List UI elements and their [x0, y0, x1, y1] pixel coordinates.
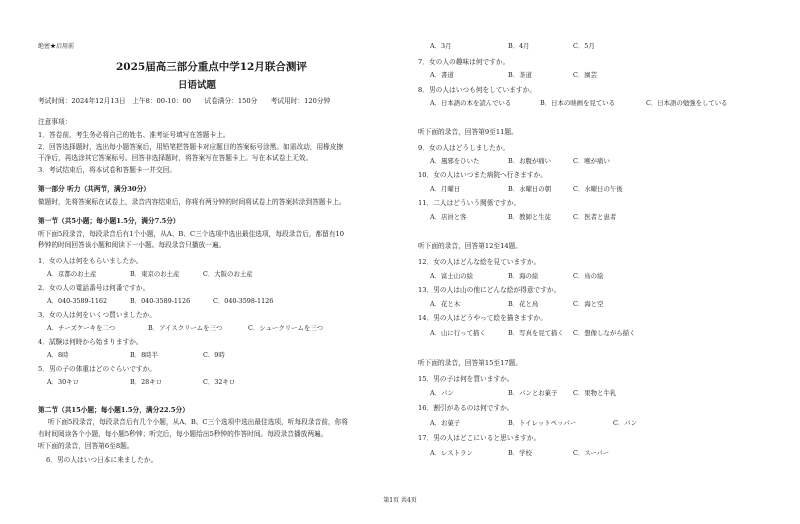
group-intro: 听下面的录音，回答第9至11题。 — [418, 128, 518, 136]
section1-heading: 第一节（共5小题；每小题1.5分，满分7.5分） — [38, 217, 180, 225]
option-b[interactable]: B．日本の映画を見ている — [540, 99, 615, 107]
option-a[interactable]: A．山に行って描く — [430, 329, 486, 337]
question: 10．女の人はいつまた病院へ行きますか。 — [418, 171, 547, 179]
option-b[interactable]: B．写真を見て描く — [508, 329, 564, 337]
option-a[interactable]: A．レストラン — [430, 449, 473, 457]
option-b[interactable]: B．アイスクリームを三つ — [148, 324, 223, 332]
option-a[interactable]: A．月曜日 — [430, 185, 461, 193]
option-c[interactable]: C．パン — [613, 419, 638, 427]
option-c[interactable]: C．32キロ — [203, 378, 236, 386]
section1-desc: 听下面5段录音，每段录音后有1个小题，从A、B、C三个选项中选出最佳选项，每段录音后，都留有10 — [38, 230, 345, 238]
option-a[interactable]: A．店員と客 — [430, 213, 467, 221]
option-c[interactable]: C．医者と患者 — [573, 213, 617, 221]
option-b[interactable]: B．水曜日の朝 — [508, 185, 552, 193]
option-b[interactable]: B．東京のお土産 — [130, 270, 180, 278]
option-a[interactable]: A．お菓子 — [430, 419, 461, 427]
question: 17．男の人はどこにいると思いますか。 — [418, 434, 541, 442]
exam-info: 考试时间：2024年12月13日 上午8：00-10：00 试卷满分：150分 考试用时：120分钟 — [38, 97, 331, 105]
option-c[interactable]: C．5月 — [573, 42, 595, 50]
option-b[interactable]: B．4月 — [508, 42, 530, 50]
question: 4．試験は何時から始まりますか。 — [38, 338, 143, 346]
option-b[interactable]: B．学校 — [508, 449, 532, 457]
option-a[interactable]: A．30キロ — [47, 378, 79, 386]
option-a[interactable]: A．風邪をひいた — [430, 157, 480, 165]
question: 13．男の人は山の他にどんな絵が得意ですか。 — [418, 286, 561, 294]
option-c[interactable]: C．シュークリームを三つ — [248, 324, 324, 332]
group-intro: 听下面的录音，回答第15至17题。 — [418, 359, 522, 367]
option-b[interactable]: B．28キロ — [130, 378, 162, 386]
question: 5．男の子の体重はどのぐらいですか。 — [38, 365, 156, 373]
notes-line: 干净后，再选涂其它答案标号。回答非选择题时，将答案写在答题卡上。写在本试卷上无效。 — [38, 154, 313, 162]
option-c[interactable]: C．日本語の勉強をしている — [646, 99, 728, 107]
option-b[interactable]: B．パンとお菓子 — [508, 389, 558, 397]
question: 1．女の人は何をもらいましたか。 — [38, 257, 143, 265]
question: 2．女の人の電話番号は何番ですか。 — [38, 284, 150, 292]
page-footer: 第1页 共4页 — [383, 497, 417, 504]
option-c[interactable]: C．水曜日の午後 — [573, 185, 623, 193]
option-b[interactable]: B．花と鳥 — [508, 300, 539, 308]
option-b[interactable]: B．教師と生徒 — [508, 213, 552, 221]
option-c[interactable]: C．園芸 — [573, 71, 598, 79]
option-a[interactable]: A．書道 — [430, 71, 454, 79]
option-a[interactable]: A．8時 — [47, 351, 69, 359]
question: 7．女の人の趣味は何ですか。 — [418, 58, 510, 66]
option-c[interactable]: C．鳥の絵 — [573, 272, 604, 280]
option-a[interactable]: A．3月 — [430, 42, 452, 50]
section2-desc: 听下面的录音，回答第6至8题。 — [38, 442, 134, 450]
page-title: 2025届高三部分重点中学12月联合测评 — [116, 61, 307, 73]
option-b[interactable]: B．海の絵 — [508, 272, 539, 280]
option-c[interactable]: C．喉が痛い — [573, 157, 610, 165]
group-intro: 听下面的录音，回答第12至14题。 — [418, 242, 522, 250]
question: 8．男の人はいつも何をしていますか。 — [418, 86, 536, 94]
option-b[interactable]: B．040-3589-1126 — [130, 297, 191, 305]
option-a[interactable]: A．チーズケーキを二つ — [47, 324, 116, 332]
option-b[interactable]: B．お腹が痛い — [508, 157, 552, 165]
part1-desc: 做题时，先将答案标在试卷上，录音内容结束后，你将有两分钟的时间将试卷上的答案转涂到答题卡上。 — [38, 198, 346, 206]
page-subtitle: 日语试题 — [178, 80, 217, 91]
option-c[interactable]: C．海と空 — [573, 300, 604, 308]
notes-heading: 注意事项： — [38, 118, 72, 126]
section1-desc: 秒钟的时间回答该小题和阅读下一小题。每段录音只播放一遍。 — [38, 241, 226, 249]
section2-desc: 有时间阅读各个小题，每小题5秒钟；听完后，每小题给出5秒钟的作答时间。每段录音播放两遍。 — [38, 430, 328, 438]
part1-heading: 第一部分 听力（共两节，满分30分） — [38, 185, 150, 193]
option-a[interactable]: A．京都のお土産 — [47, 270, 97, 278]
section2-heading: 第二节（共15小题；每小题1.5分，满分22.5分） — [38, 406, 189, 414]
option-c[interactable]: C．9時 — [203, 351, 225, 359]
option-c[interactable]: C．果物と牛乳 — [573, 389, 617, 397]
notes-line: 3．考试结束后，将本试卷和答题卡一并交回。 — [38, 166, 177, 174]
option-b[interactable]: B．トイレットペッパー — [508, 419, 577, 427]
option-c[interactable]: C．スーパー — [573, 449, 610, 457]
question: 16．割引があるのは何ですか。 — [418, 404, 514, 412]
option-b[interactable]: B．8時半 — [130, 351, 158, 359]
option-c[interactable]: C．040-3598-1126 — [213, 297, 274, 305]
question: 9．女の人はどうしましたか。 — [418, 144, 510, 152]
question: 12．女の人はどんな絵を見ていますか。 — [418, 258, 541, 266]
question: 11．二人はどういう関係ですか。 — [418, 199, 521, 207]
question: 14．男の人はどうやって絵を描きますか。 — [418, 314, 547, 322]
confidential-label: 绝密★启用前 — [38, 43, 75, 50]
option-c[interactable]: C．大阪のお土産 — [203, 270, 253, 278]
option-c[interactable]: C．想像しながら描く — [573, 329, 636, 337]
section2-desc: 听下面5段录音，每段录音后有几个小题，从A、B、C三个选项中选出最佳选项，听每段录音前，你将 — [48, 418, 348, 426]
option-a[interactable]: A．パン — [430, 389, 454, 397]
notes-line: 1．答卷前，考生务必将自己的姓名、准考证号填写在答题卡上。 — [38, 131, 230, 139]
question: 15．男の子は何を買いますか。 — [418, 375, 514, 383]
question: 3．女の人は何をいくつ買いましたか。 — [38, 311, 156, 319]
option-a[interactable]: A．040-3589-1162 — [47, 297, 108, 305]
option-a[interactable]: A．日本語の本を読んでいる — [430, 99, 512, 107]
option-b[interactable]: B．茶道 — [508, 71, 532, 79]
option-a[interactable]: A．花と木 — [430, 300, 461, 308]
notes-line: 2．回答选择题时，选出每小题答案后，用铅笔把答题卡对应题目的答案标号涂黑。如需改动，用橡皮擦 — [38, 143, 344, 151]
question: 6．男の人はいつ日本に来ましたか。 — [46, 456, 158, 464]
option-a[interactable]: A．富士山の絵 — [430, 272, 473, 280]
